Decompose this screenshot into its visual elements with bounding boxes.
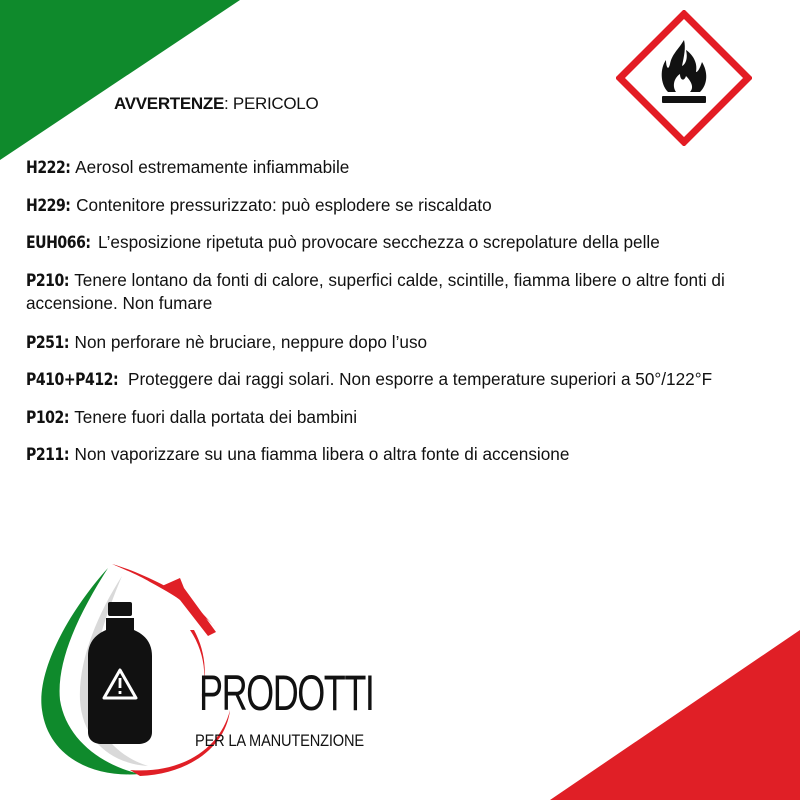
- statement-text: Contenitore pressurizzato: può esplodere se riscaldato: [71, 194, 492, 215]
- statement-text: Proteggere dai raggi solari. Non esporre a temperature superiori a 50°/122°F: [123, 369, 713, 389]
- statement-p102: [26, 406, 791, 429]
- flame-pictogram-icon: [616, 10, 752, 146]
- statement-text: Non vaporizzare su una fiamma libera o altra fonte di accensione: [69, 444, 570, 464]
- corner-decoration-red: [550, 630, 800, 800]
- signal-word-label: AVVERTENZE: [114, 94, 225, 113]
- logo-subtitle: PER LA MANUTENZIONE: [195, 731, 364, 750]
- statement-p410-p412: [26, 368, 791, 391]
- signal-word-line: [114, 94, 318, 114]
- statement-code: P210:: [26, 270, 70, 291]
- statement-code: P102:: [26, 407, 70, 428]
- statement-euh066: [26, 231, 791, 254]
- statement-p211: [26, 443, 791, 466]
- statement-code: P251:: [26, 332, 70, 353]
- statement-code: EUH066:: [26, 233, 91, 253]
- statement-p251: [26, 331, 791, 354]
- statement-h222: [26, 156, 791, 179]
- hazard-statements-list: [26, 156, 791, 481]
- signal-word-value: PERICOLO: [228, 94, 319, 113]
- signal-word-separator: :: [224, 94, 229, 113]
- statement-text: L’esposizione ripetuta può provocare secchezza o screpolature della pelle: [93, 232, 660, 252]
- statement-code: P211:: [26, 445, 70, 465]
- statement-text: Aerosol estremamente infiammabile: [71, 157, 350, 177]
- statement-text: Tenere fuori dalla portata dei bambini: [69, 406, 358, 427]
- statement-code: H222:: [26, 158, 71, 178]
- statement-p210: [26, 269, 791, 314]
- corner-decoration-green: [0, 0, 240, 160]
- statement-text: Tenere lontano da fonti di calore, superfici calde, scintille, fiamma libere o altre fonti di accensione. Non fumare: [26, 269, 725, 313]
- statement-code: H229:: [26, 195, 71, 216]
- statement-code: P410+P412:: [26, 370, 119, 390]
- statement-text: Non perforare nè bruciare, neppure dopo l’uso: [69, 331, 428, 352]
- statement-h229: [26, 194, 791, 217]
- logo-title: PRODOTTI: [199, 665, 374, 721]
